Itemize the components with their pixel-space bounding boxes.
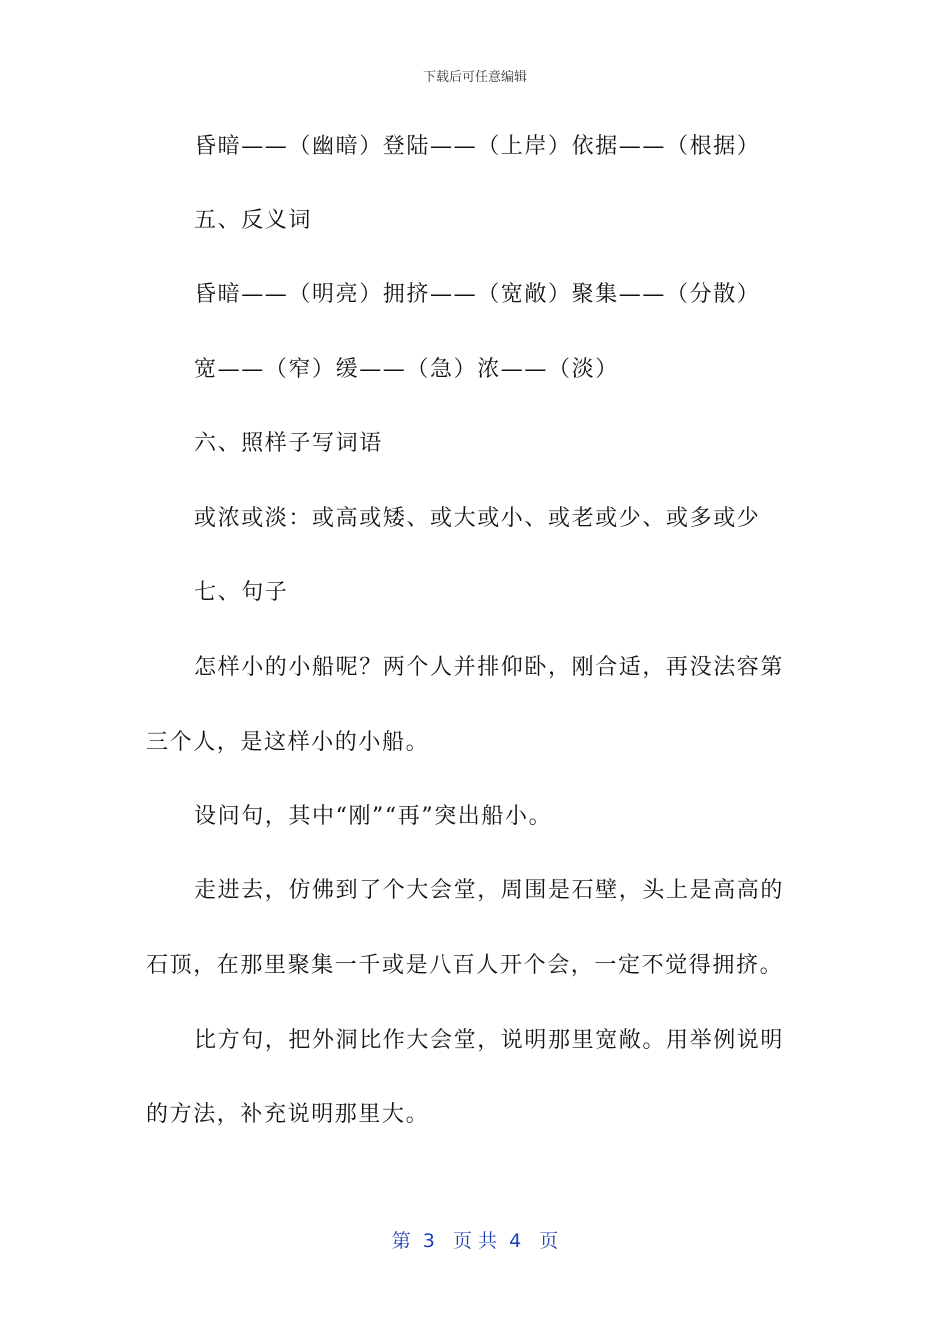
page-header: 下载后可任意编辑 xyxy=(422,70,527,85)
pattern-words-line: 或浓或淡：或高或矮、或大或小、或老或少、或多或少 xyxy=(194,506,761,531)
sentence-2-line-2: 石顶，在那里聚集一千或是八百人开个会，一定不觉得拥挤。 xyxy=(146,953,784,978)
section-heading-sentences: 七、句子 xyxy=(194,580,289,605)
antonym-line-2: 宽——（窄）缓——（急）浓——（淡） xyxy=(194,357,619,382)
section-heading-antonyms: 五、反义词 xyxy=(194,208,313,233)
sentence-2-line-1: 走进去，仿佛到了个大会堂，周围是石壁，头上是高高的 xyxy=(194,878,785,903)
page-number-footer: 第 3 页 共 4 页 xyxy=(391,1230,559,1252)
sentence-2-analysis-line-2: 的方法，补充说明那里大。 xyxy=(146,1102,430,1127)
sentence-1-line-1: 怎样小的小船呢？两个人并排仰卧，刚合适，再没法容第 xyxy=(194,655,785,680)
sentence-2-analysis-line-1: 比方句，把外洞比作大会堂，说明那里宽敞。用举例说明 xyxy=(194,1028,785,1053)
sentence-1-analysis: 设问句，其中“刚”“再”突出船小。 xyxy=(194,804,553,829)
section-heading-pattern-words: 六、照样子写词语 xyxy=(194,431,383,456)
sentence-1-line-2: 三个人，是这样小的小船。 xyxy=(146,730,430,755)
antonym-line-1: 昏暗——（明亮）拥挤——（宽敞）聚集——（分散） xyxy=(194,282,761,307)
synonym-line: 昏暗——（幽暗）登陆——（上岸）依据——（根据） xyxy=(194,134,761,159)
